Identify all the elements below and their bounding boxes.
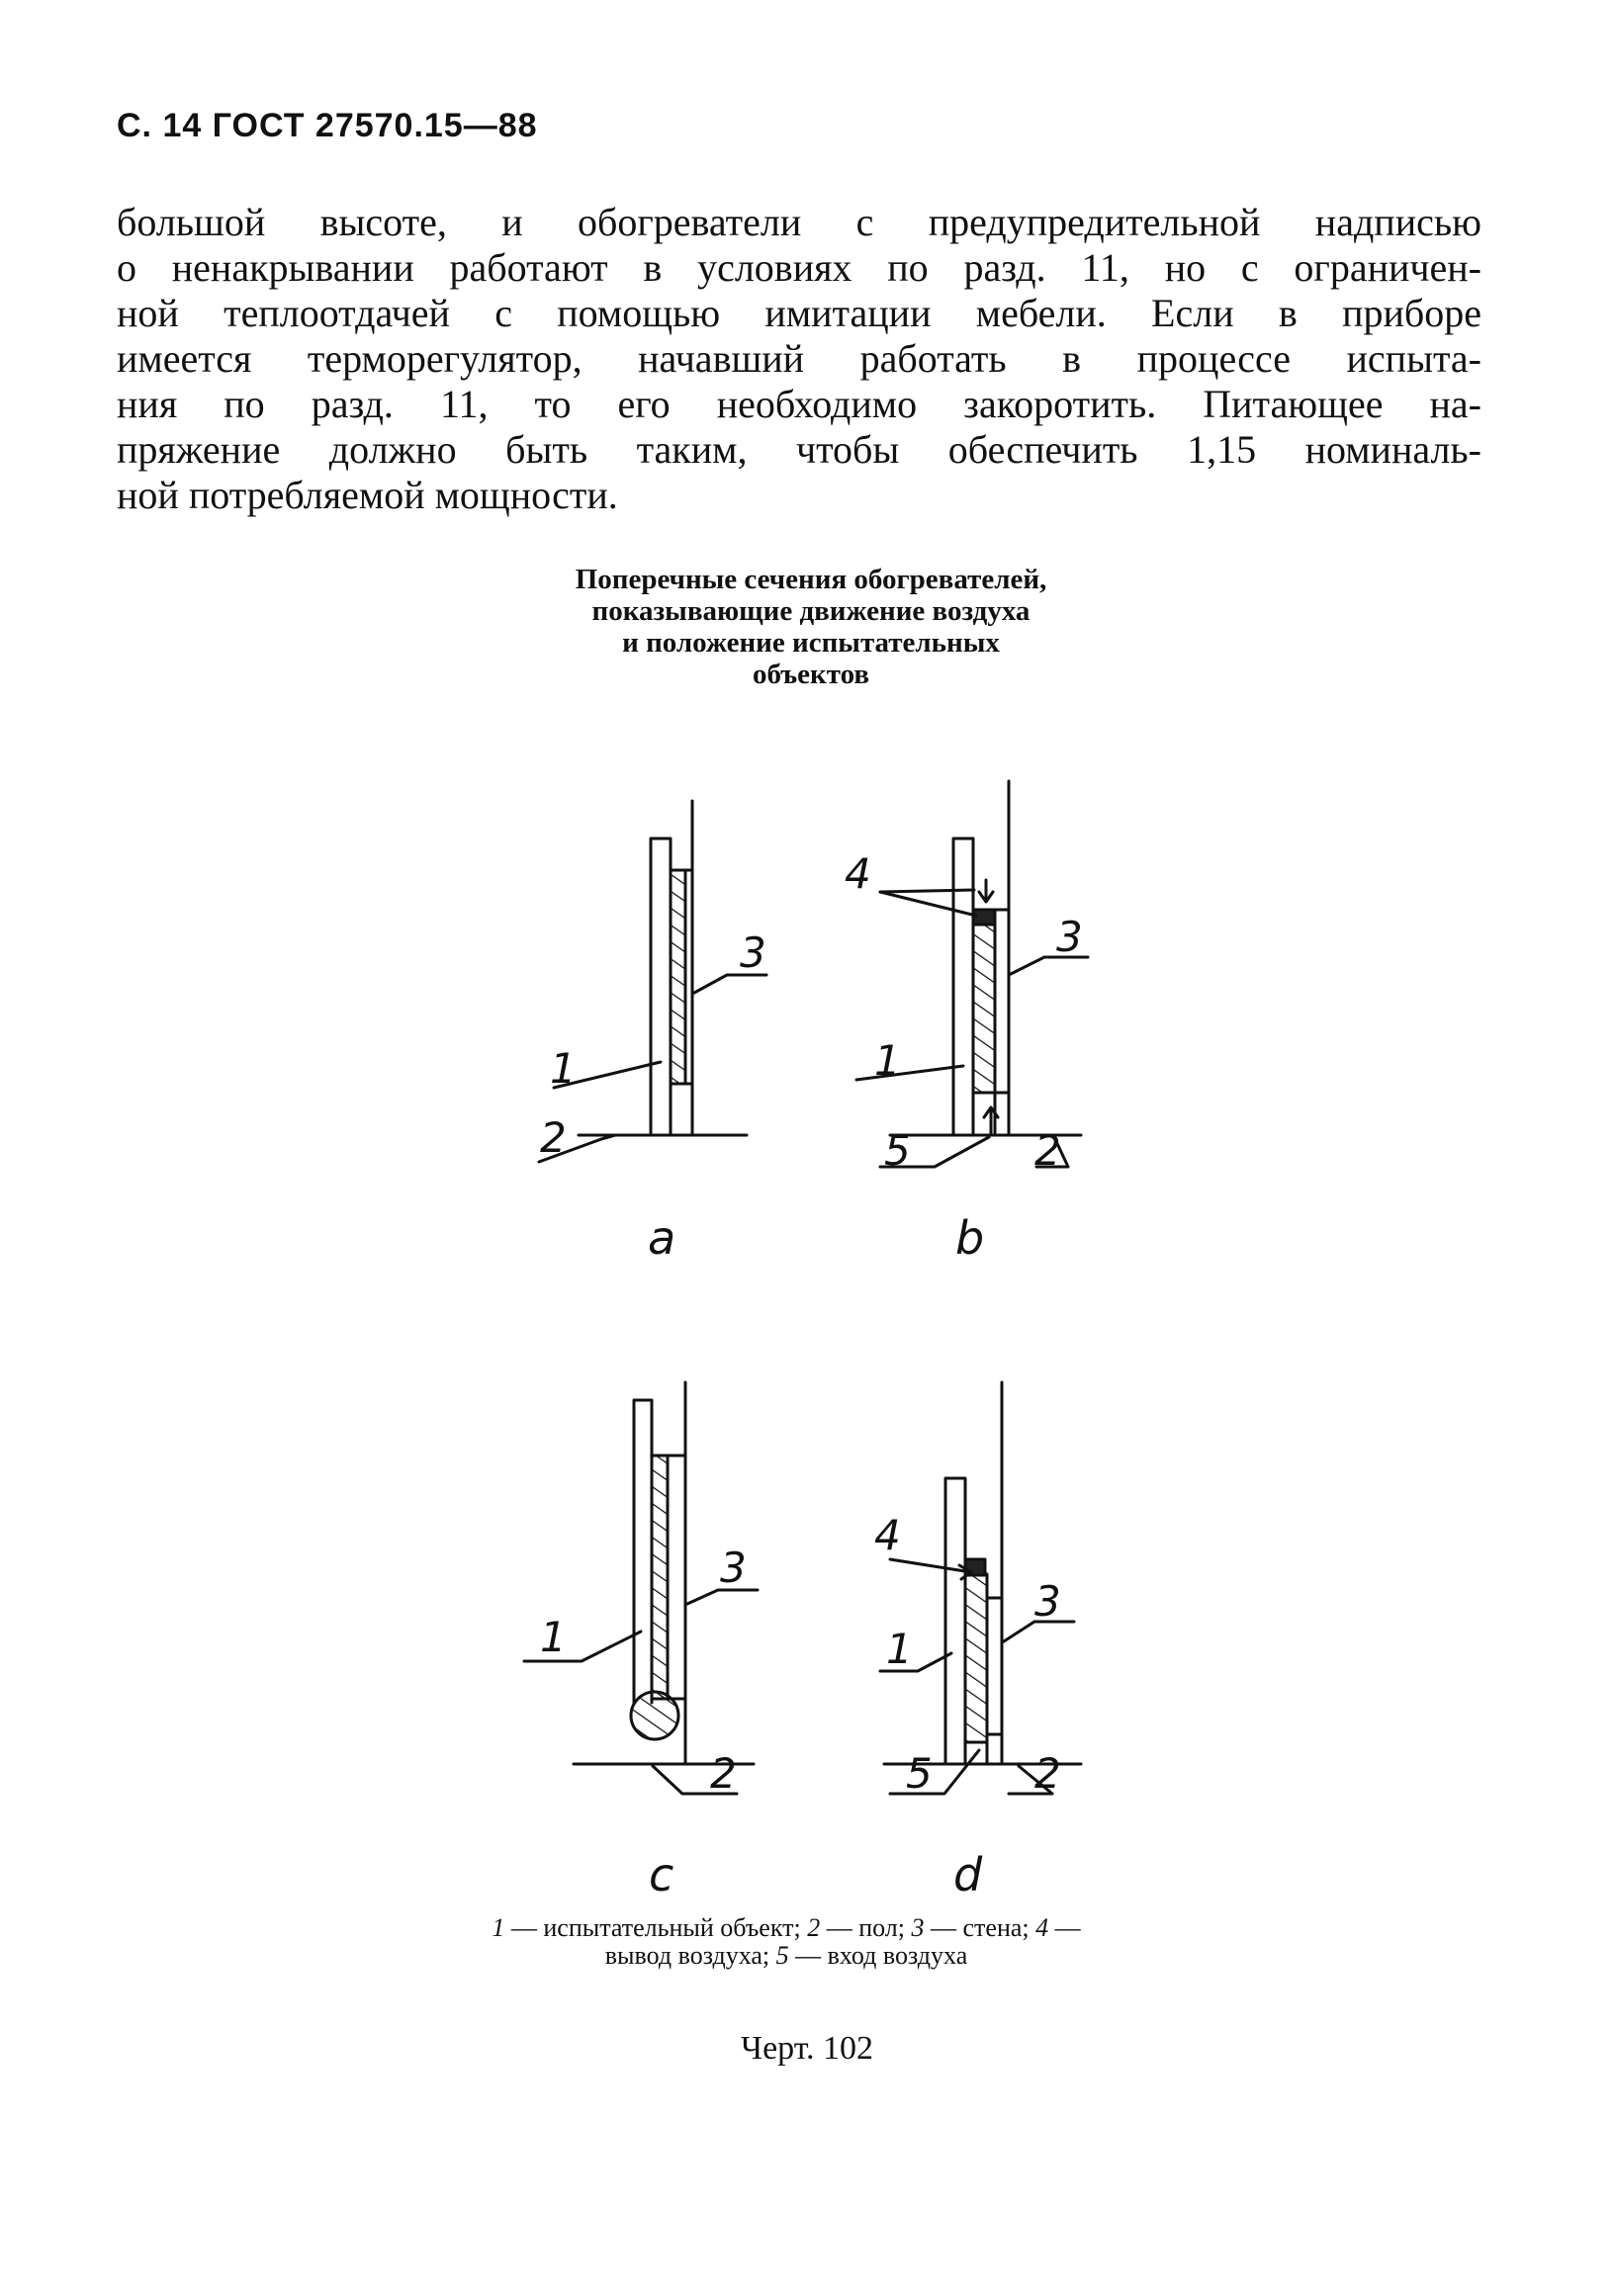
callout-5: 5 bbox=[906, 1749, 933, 1798]
figure-title: Поперечные сечения обогревателей, показывающие движение воздуха и положение испытательных объектов bbox=[575, 564, 1047, 690]
callout-1: 1 bbox=[886, 1625, 913, 1673]
callout-3: 3 bbox=[1056, 913, 1083, 961]
leader-4a bbox=[880, 890, 974, 892]
callout-2: 2 bbox=[710, 1749, 737, 1798]
body-line: ной потребляемой мощности. bbox=[117, 473, 618, 517]
test-object bbox=[671, 870, 685, 1084]
heater-panel bbox=[945, 1478, 965, 1764]
sublabel-a: a bbox=[648, 1211, 676, 1265]
figure-legend: 1 — испытательный объект; 2 — пол; 3 — стена; 4 — вывод воздуха; 5 — вход воздуха bbox=[492, 1913, 1081, 1970]
callout-2: 2 bbox=[1034, 1126, 1061, 1175]
test-object bbox=[652, 1456, 668, 1699]
callout-4: 4 bbox=[845, 849, 871, 898]
callout-2: 2 bbox=[1034, 1749, 1061, 1798]
leader-3 bbox=[687, 1590, 758, 1604]
page-header: С. 14 ГОСТ 27570.15—88 bbox=[117, 107, 538, 144]
test-object bbox=[973, 925, 995, 1093]
heater-panel bbox=[953, 839, 973, 1135]
callout-1: 1 bbox=[550, 1044, 577, 1093]
callout-3: 3 bbox=[720, 1544, 747, 1592]
sublabel-b: b bbox=[955, 1211, 985, 1265]
leader-3 bbox=[694, 975, 766, 993]
sublabel-c: c bbox=[649, 1848, 674, 1901]
callout-2: 2 bbox=[540, 1113, 567, 1162]
callout-1: 1 bbox=[874, 1036, 901, 1085]
leader-1 bbox=[856, 1066, 963, 1080]
heater-panel bbox=[634, 1400, 652, 1703]
test-object bbox=[965, 1574, 987, 1742]
body-line: ной теплоотдачей с помощью имитации мебели. Если в приборе bbox=[117, 291, 1481, 335]
callout-1: 1 bbox=[540, 1613, 567, 1661]
callout-5: 5 bbox=[884, 1126, 911, 1175]
leader-4b bbox=[880, 892, 976, 916]
body-line: имеется терморегулятор, начавший работать в процессе испыта- bbox=[117, 336, 1481, 381]
callout-3: 3 bbox=[740, 928, 766, 977]
body-line: ния по разд. 11, то его необходимо закоротить. Питающее на- bbox=[117, 382, 1481, 426]
callout-3: 3 bbox=[1034, 1577, 1061, 1626]
body-line: большой высоте, и обогреватели с предупредительной надписью bbox=[117, 200, 1481, 244]
diagram-a bbox=[539, 801, 766, 1162]
air-arrow-top bbox=[979, 880, 993, 902]
body-line: о ненакрывании работают в условиях по разд. 11, но с ограничен- bbox=[117, 245, 1481, 290]
heater-panel bbox=[651, 839, 671, 1135]
sublabel-d: d bbox=[953, 1848, 983, 1901]
callout-4: 4 bbox=[874, 1511, 901, 1559]
figure-caption: Черт. 102 bbox=[740, 2030, 874, 2067]
air-outlet-block bbox=[973, 910, 995, 925]
body-line: пряжение должно быть таким, чтобы обеспечить 1,15 номиналь- bbox=[117, 427, 1481, 472]
diagram-b bbox=[856, 781, 1088, 1167]
bottom-roll bbox=[631, 1692, 678, 1739]
